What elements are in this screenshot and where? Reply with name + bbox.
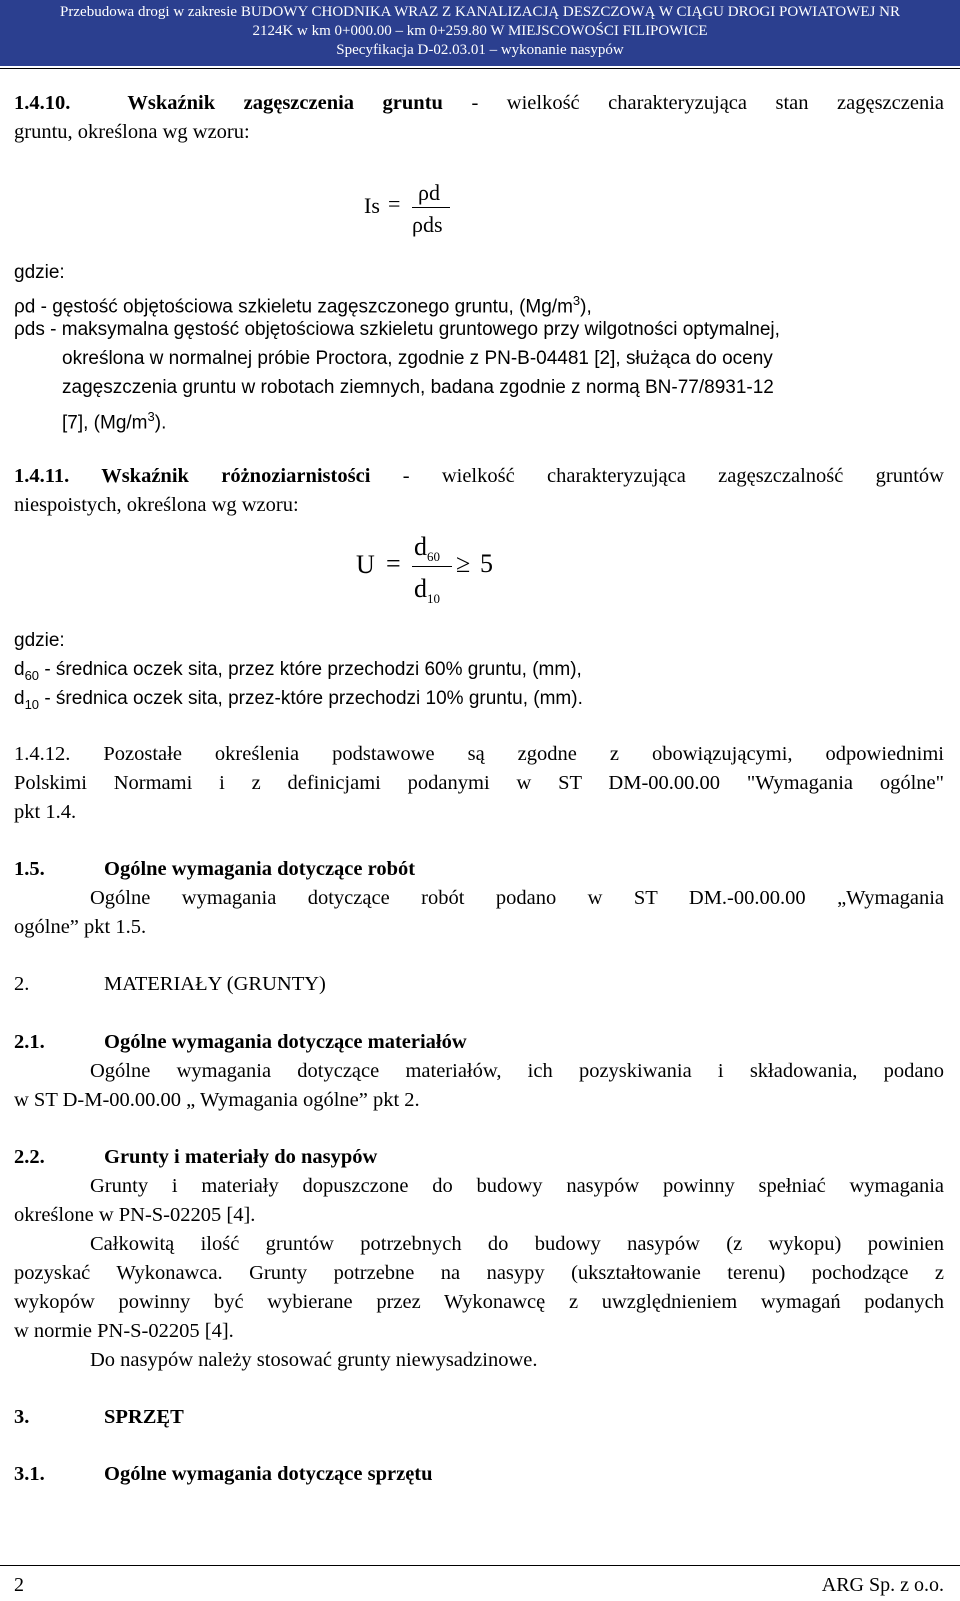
formula-is-denominator: ρds <box>412 212 443 237</box>
section-2-1-heading: 2.1. Ogólne wymagania dotyczące materiałów <box>14 1031 467 1053</box>
formula-u-ge: ≥ <box>456 549 471 578</box>
definition-d60: $d_{60}$ - średnica oczek sita, przez które przechodzi 60% gruntu, (mm), <box>14 659 582 683</box>
section-2-2-line1: Grunty i materiały dopuszczone do budowy nasypów powinny spełniać wymagania <box>90 1175 944 1197</box>
section-2-1-line2: w ST D-M-00.00.00 „ Wymagania ogólne” pkt 2. <box>14 1089 420 1111</box>
section-1-4-12-line1: 1.4.12. Pozostałe określenia podstawowe są zgodne z obowiązującymi, odpowiednimi <box>14 743 944 765</box>
term: Wskaźnik zagęszczenia gruntu <box>127 92 443 114</box>
header-rule <box>0 68 960 69</box>
definition-rho-d: ρd - gęstość objętościowa szkieletu zagęszczonego gruntu, $(Mg/m^3)$, <box>14 293 592 318</box>
section-1-5-heading: 1.5. Ogólne wymagania dotyczące robót <box>14 858 416 880</box>
term: Wskaźnik różnoziarnistości <box>101 465 371 487</box>
formula-is-eq: = <box>388 191 401 216</box>
section-2-2-line2: określone w PN-S-02205 [4]. <box>14 1204 256 1226</box>
formula-u-denominator: $d_{10}$ <box>414 574 440 607</box>
formula-u-lhs: U <box>356 550 375 579</box>
section-1-4-12-line2: Polskimi Normami i z definicjami podanymi w ST DM-00.00.00 "Wymagania ogólne" <box>14 772 944 794</box>
company-name: ARG Sp. z o.o. <box>821 1574 944 1596</box>
definition-rho-ds-line4: [7], $(Mg/m^3)$. <box>62 409 167 434</box>
section-1-4-11-line2: niespoistych, określona wg wzoru: <box>14 494 299 516</box>
gdzie-label-2: gdzie: <box>14 630 65 651</box>
section-1-4-11-heading <box>14 462 944 491</box>
formula-is-numerator: ρd <box>418 180 440 205</box>
section-number: 1.4.11. <box>14 465 70 487</box>
section-2-heading: 2. MATERIAŁY (GRUNTY) <box>14 973 326 995</box>
formula-u-eq: = <box>386 549 401 578</box>
section-1-4-12-line3: pkt 1.4. <box>14 801 77 823</box>
section-1-4-10-line2: gruntu, określona wg wzoru: <box>14 121 250 143</box>
definition-rho-ds-line1: ρds - maksymalna gęstość objętościowa szkieletu gruntowego przy wilgotności optymalnej, <box>14 319 780 340</box>
formula-is-fraction-line <box>412 207 450 208</box>
section-2-2-line7: Do nasypów należy stosować grunty niewysadzinowe. <box>90 1349 538 1371</box>
section-3-1-heading: 3.1. Ogólne wymagania dotyczące sprzętu <box>14 1463 433 1485</box>
definition-text: - wielkość charakteryzująca stan zagęszczenia <box>471 92 945 114</box>
section-1-4-10-heading <box>14 89 944 118</box>
formula-u-fraction-line <box>412 566 452 567</box>
formula-u-rhs: 5 <box>480 549 493 578</box>
header-line-2: 2124K w km 0+000.00 – km 0+259.80 W MIEJSCOWOŚCI FILIPOWICE <box>252 23 708 39</box>
page-number: 2 <box>14 1574 24 1596</box>
section-2-2-line3: Całkowitą ilość gruntów potrzebnych do budowy nasypów (z wykopu) powinien <box>90 1233 944 1255</box>
gdzie-label-1: gdzie: <box>14 262 65 283</box>
formula-u-numerator: $d_{60}$ <box>414 532 440 565</box>
header-line-3: Specyfikacja D-02.03.01 – wykonanie nasypów <box>336 42 624 58</box>
definition-d10: $d_{10}$ - średnica oczek sita, przez-które przechodzi 10% gruntu, (mm). <box>14 688 583 712</box>
definition-rho-ds-line3: zagęszczenia gruntu w robotach ziemnych, badana zgodnie z normą BN-77/8931-12 <box>62 377 774 398</box>
section-3-heading: 3. SPRZĘT <box>14 1406 184 1428</box>
section-2-2-line6: w normie PN-S-02205 [4]. <box>14 1320 234 1342</box>
document-header <box>0 0 960 66</box>
definition-text: - wielkość charakteryzująca zagęszczalność gruntów <box>402 465 944 487</box>
formula-is-lhs: Is <box>364 193 380 218</box>
header-line-1: Przebudowa drogi w zakresie BUDOWY CHODNIKA WRAZ Z KANALIZACJĄ DESZCZOWĄ W CIĄGU DROGI POWIATOWEJ NR <box>60 4 900 20</box>
section-number: 1.4.10. <box>14 92 71 114</box>
section-1-5-line1: Ogólne wymagania dotyczące robót podano w ST DM.-00.00.00 „Wymagania <box>90 887 944 909</box>
section-2-2-line4: pozyskać Wykonawca. Grunty potrzebne na nasypy (ukształtowanie terenu) pochodzące z <box>14 1262 944 1284</box>
section-2-1-line1: Ogólne wymagania dotyczące materiałów, ich pozyskiwania i składowania, podano <box>90 1060 944 1082</box>
section-1-5-line2: ogólne” pkt 1.5. <box>14 916 147 938</box>
section-2-2-line5: wykopów powinny być wybierane przez Wykonawcę z uwzględnieniem wymagań podanych <box>14 1291 944 1313</box>
definition-rho-ds-line2: określona w normalnej próbie Proctora, zgodnie z PN-B-04481 [2], służąca do oceny <box>62 348 773 369</box>
footer-rule <box>0 1565 960 1566</box>
section-2-2-heading: 2.2. Grunty i materiały do nasypów <box>14 1146 378 1168</box>
